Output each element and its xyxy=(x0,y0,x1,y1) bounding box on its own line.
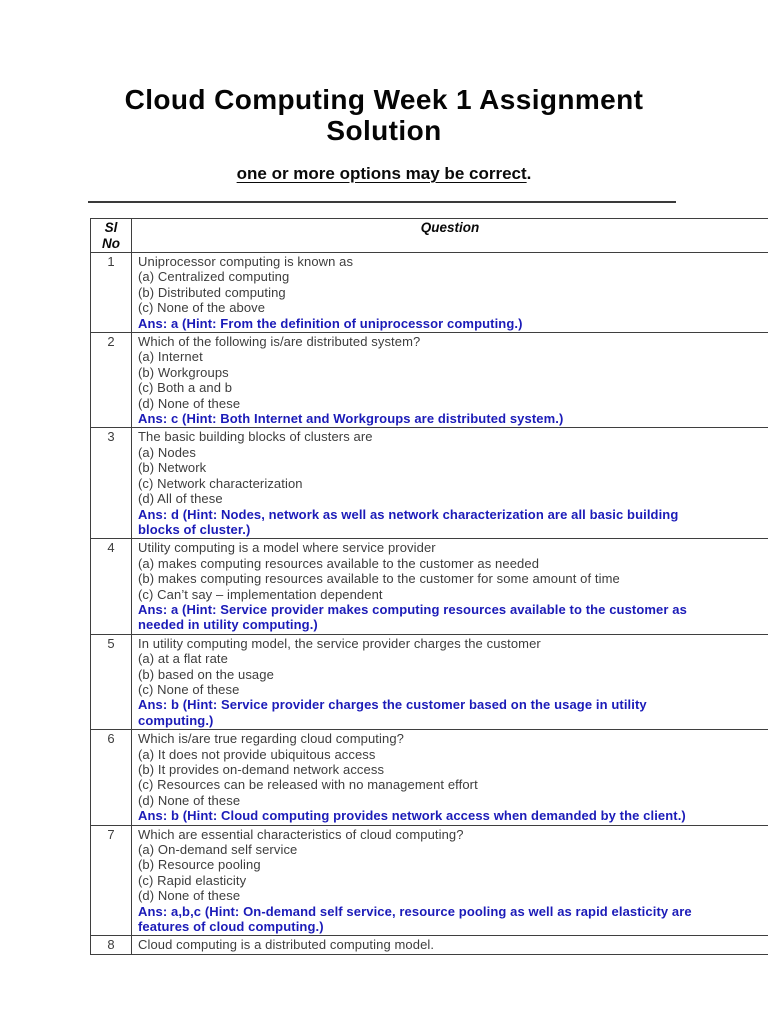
option-text: (b) Network xyxy=(138,460,207,476)
page-subtitle xyxy=(237,164,532,183)
question-cell xyxy=(132,333,768,428)
question-cell xyxy=(132,634,768,729)
questions-table xyxy=(90,218,768,955)
table-row xyxy=(91,730,768,825)
option-text: (a) It does not provide ubiquitous access xyxy=(138,746,376,762)
table-row xyxy=(91,253,768,333)
answer-text: blocks of cluster.) xyxy=(138,521,251,537)
answer-text: Ans: a (Hint: From the definition of uniprocessor computing.) xyxy=(138,315,523,331)
option-text: (c) Rapid elasticity xyxy=(138,872,247,888)
option-text: (c) None of the above xyxy=(138,300,266,316)
option-text: (a) Centralized computing xyxy=(138,269,290,285)
question-header: Question xyxy=(132,219,768,253)
title-block xyxy=(0,0,768,146)
sl-no-header-line2: No xyxy=(102,235,120,251)
table-row xyxy=(91,333,768,428)
table-row xyxy=(91,428,768,539)
option-text: (b) Resource pooling xyxy=(138,857,261,873)
page-subtitle-suffix: . xyxy=(526,164,532,183)
sl-no-header-line1: Sl xyxy=(104,220,118,235)
sl-no-cell: 7 xyxy=(91,825,132,936)
table-header-row xyxy=(91,219,768,253)
option-text: (a) On-demand self service xyxy=(138,842,298,858)
question-text: Which of the following is/are distributed system? xyxy=(138,334,421,350)
sl-no-cell: 4 xyxy=(91,539,132,634)
page-title xyxy=(0,84,768,146)
option-text: (c) Both a and b xyxy=(138,380,233,396)
option-text: (a) at a flat rate xyxy=(138,651,228,667)
question-cell xyxy=(132,825,768,936)
option-text: (b) Distributed computing xyxy=(138,284,286,300)
page-subtitle-text: one or more options may be correct xyxy=(236,164,527,183)
question-text: In utility computing model, the service provider charges the customer xyxy=(138,635,541,651)
page-title-line2: Solution xyxy=(326,115,442,146)
answer-text: Ans: a,b,c (Hint: On-demand self service, resource pooling as well as rapid elasticity are xyxy=(138,903,692,919)
question-text: Uniprocessor computing is known as xyxy=(138,254,354,269)
option-text: (a) makes computing resources available to the customer as needed xyxy=(138,555,540,571)
table-row xyxy=(91,825,768,936)
question-cell xyxy=(132,428,768,539)
answer-text: Ans: c (Hint: Both Internet and Workgroups are distributed system.) xyxy=(138,411,564,427)
option-text: (b) makes computing resources available to the customer for some amount of time xyxy=(138,571,620,587)
questions-table-wrap xyxy=(90,218,768,955)
answer-text: Ans: a (Hint: Service provider makes computing resources available to the customer as xyxy=(138,601,687,617)
sl-no-cell: 1 xyxy=(91,253,132,333)
question-text: Which is/are true regarding cloud computing? xyxy=(138,731,404,747)
question-cell xyxy=(132,253,768,333)
option-text: (c) Network characterization xyxy=(138,475,303,491)
answer-text: Ans: b (Hint: Service provider charges the customer based on the usage in utility xyxy=(138,697,647,713)
sl-no-cell: 2 xyxy=(91,333,132,428)
page-title-line1: Cloud Computing Week 1 Assignment xyxy=(124,84,644,115)
option-text: (b) It provides on-demand network access xyxy=(138,762,385,777)
sl-no-cell: 6 xyxy=(91,730,132,825)
option-text: (c) Resources can be released with no management effort xyxy=(138,777,478,793)
answer-text: computing.) xyxy=(138,712,214,728)
question-table-body xyxy=(91,253,768,955)
option-text: (b) based on the usage xyxy=(138,666,274,682)
option-text: (b) Workgroups xyxy=(138,364,229,380)
option-text: (d) None of these xyxy=(138,888,241,904)
sl-no-cell: 8 xyxy=(91,936,132,954)
answer-text: features of cloud computing.) xyxy=(138,919,324,935)
question-text: Which are essential characteristics of cloud computing? xyxy=(138,826,464,842)
question-text: Utility computing is a model where service provider xyxy=(138,540,436,556)
sl-no-cell: 5 xyxy=(91,634,132,729)
option-text: (a) Internet xyxy=(138,349,203,365)
sl-no-cell: 3 xyxy=(91,428,132,539)
option-text: (d) All of these xyxy=(138,491,223,507)
option-text: (c) None of these xyxy=(138,681,240,697)
horizontal-rule xyxy=(88,201,676,203)
sl-no-header xyxy=(91,219,132,253)
subtitle-block xyxy=(0,164,768,184)
option-text: (c) Can’t say – implementation dependent xyxy=(138,586,383,602)
answer-text: Ans: d (Hint: Nodes, network as well as network characterization are all basic building xyxy=(138,506,679,522)
answer-text: Ans: b (Hint: Cloud computing provides network access when demanded by the client.) xyxy=(138,808,686,824)
question-cell xyxy=(132,936,768,954)
table-row xyxy=(91,634,768,729)
question-text: Cloud computing is a distributed computing model. xyxy=(138,937,435,953)
option-text: (d) None of these xyxy=(138,792,241,808)
table-row xyxy=(91,936,768,954)
question-cell xyxy=(132,730,768,825)
option-text: (d) None of these xyxy=(138,395,241,411)
answer-text: needed in utility computing.) xyxy=(138,617,318,633)
option-text: (a) Nodes xyxy=(138,444,196,460)
question-text: The basic building blocks of clusters are xyxy=(138,429,373,445)
question-cell xyxy=(132,539,768,634)
table-row xyxy=(91,539,768,634)
